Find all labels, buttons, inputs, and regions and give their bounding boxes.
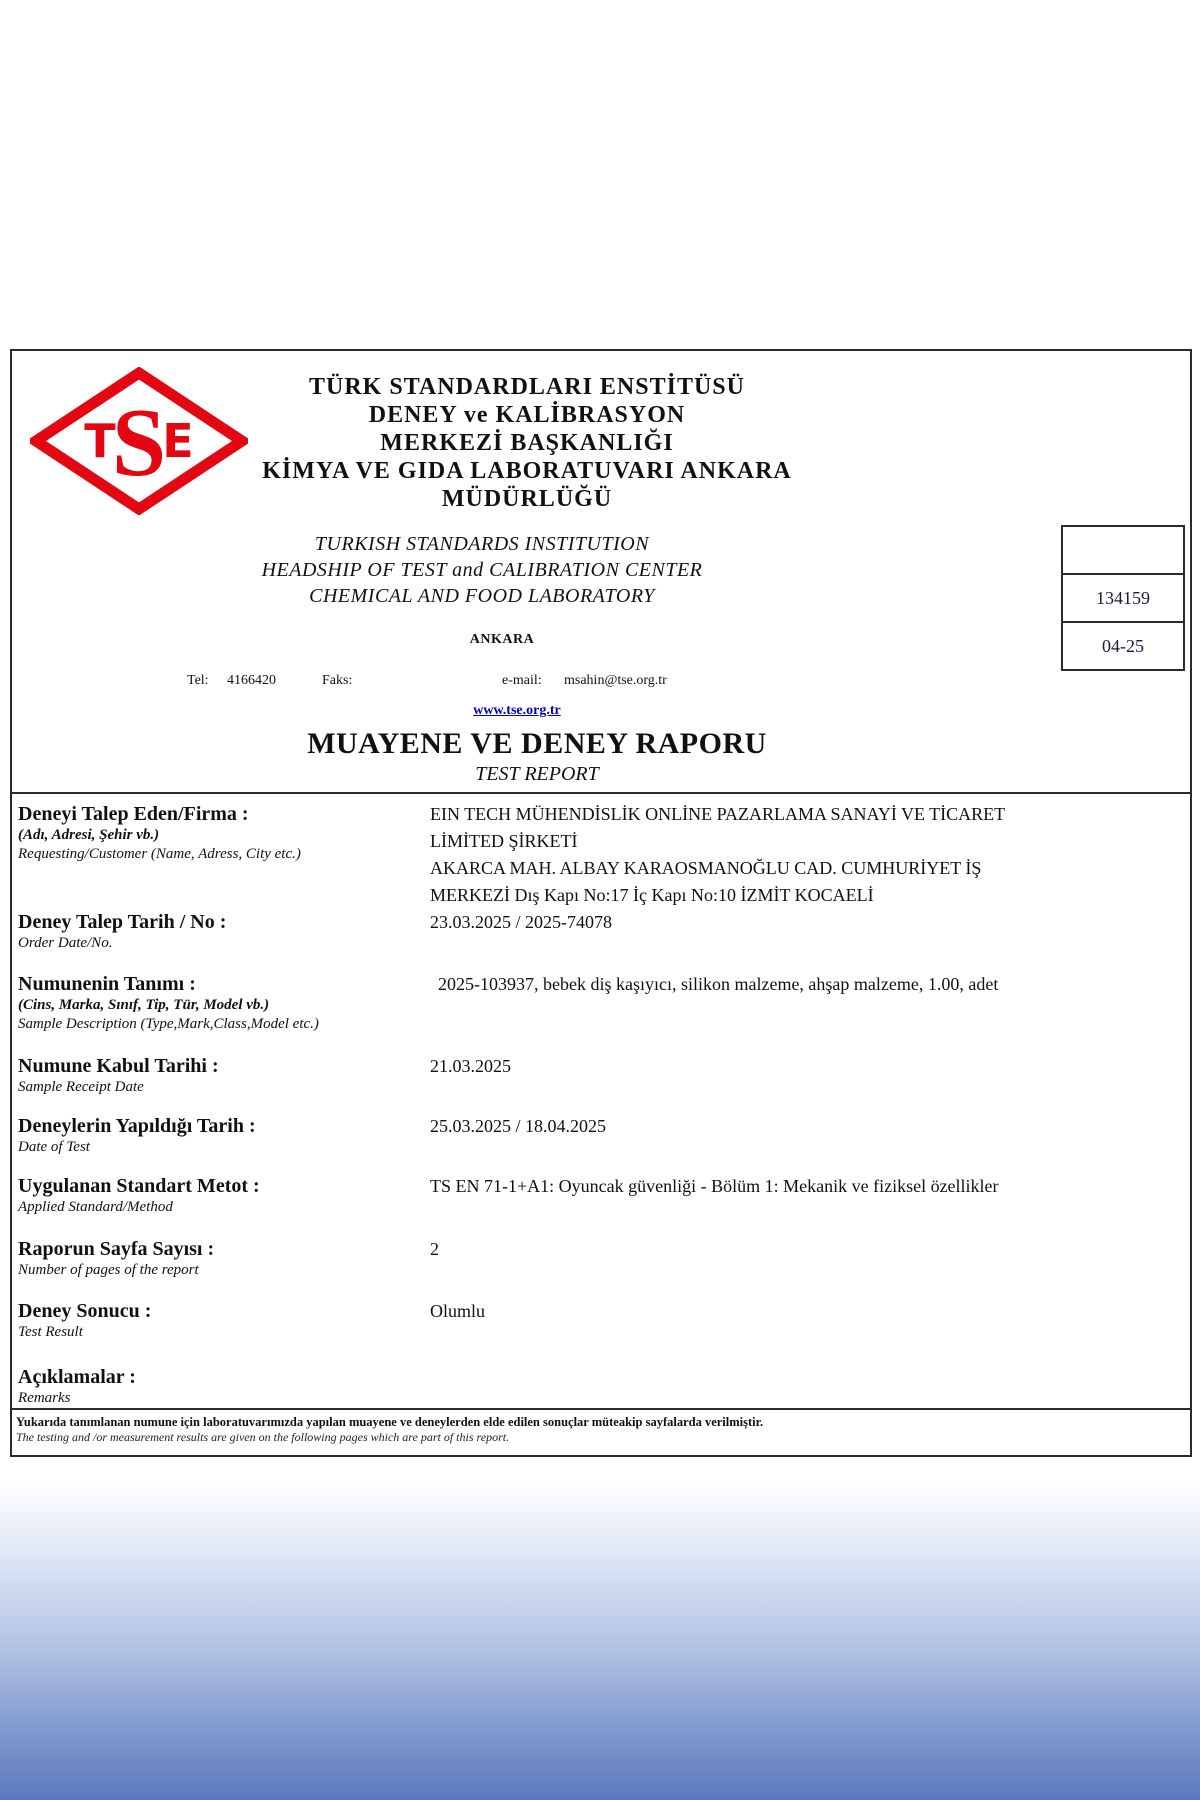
field-label: Numunenin Tanımı : <box>18 973 196 995</box>
field-label-sample-receipt-date <box>18 1054 426 1097</box>
field-label-order-date <box>18 910 426 953</box>
field-value-requesting <box>430 801 1190 909</box>
field-label-sample-description <box>18 972 426 1034</box>
customer-address-line: MERKEZİ Dış Kapı No:17 İç Kapı No:10 İZMİT KOCAELİ <box>430 885 874 905</box>
field-label-remarks <box>18 1365 426 1408</box>
report-number: 134159 <box>1063 573 1183 621</box>
footer-note-turkish: Yukarıda tanımlanan numune için laboratuvarımızda yapılan muayene ve deneylerden elde edilen sonuçlar müteakip sayfalarda verilmiştir. <box>16 1415 764 1429</box>
org-line-en: TURKISH STANDARDS INSTITUTION <box>314 533 650 555</box>
city-label: ANKARA <box>469 632 535 647</box>
field-label-requesting <box>18 802 426 864</box>
field-sublabel-en: Requesting/Customer (Name, Adress, City etc.) <box>18 846 301 862</box>
field-label: Açıklamalar : <box>18 1366 136 1388</box>
field-sublabel-en: Date of Test <box>18 1139 90 1155</box>
org-line: TÜRK STANDARDLARI ENSTİTÜSÜ <box>309 374 745 400</box>
field-label: Deneylerin Yapıldığı Tarih : <box>18 1115 256 1137</box>
field-label: Deneyi Talep Eden/Firma : <box>18 803 249 825</box>
reference-cell-empty <box>1063 527 1183 573</box>
applied-standard-value: TS EN 71-1+A1: Oyuncak güvenliği - Bölüm 1: Mekanik ve fiziksel özellikler <box>430 1176 999 1196</box>
org-name-english <box>12 531 952 609</box>
field-label: Raporun Sayfa Sayısı : <box>18 1238 215 1260</box>
order-date-no-value: 23.03.2025 / 2025-74078 <box>430 912 612 932</box>
test-result-value: Olumlu <box>430 1301 486 1321</box>
tse-logo-letter-s: S <box>111 389 167 497</box>
email-value: msahin@tse.org.tr <box>564 673 667 688</box>
field-label: Numune Kabul Tarihi : <box>18 1055 219 1077</box>
footer-note <box>10 1408 1190 1458</box>
report-period: 04-25 <box>1063 621 1183 669</box>
report-title: MUAYENE VE DENEY RAPORU <box>307 727 767 760</box>
field-label: Deney Sonucu : <box>18 1300 152 1322</box>
field-label-date-of-test <box>18 1114 426 1157</box>
report-subtitle: TEST REPORT <box>475 763 599 785</box>
field-sublabel-en: Remarks <box>18 1390 71 1406</box>
field-label-test-result <box>18 1299 426 1342</box>
field-label: Uygulanan Standart Metot : <box>18 1175 260 1197</box>
footer-note-english: The testing and /or measurement results are given on the following pages which are part of this report. <box>16 1430 510 1444</box>
customer-name-line: LİMİTED ŞİRKETİ <box>430 831 578 851</box>
field-sublabel-en: Sample Receipt Date <box>18 1079 144 1095</box>
bottom-gradient-backdrop <box>0 1478 1200 1800</box>
report-document <box>10 349 1192 1457</box>
org-line-en: CHEMICAL AND FOOD LABORATORY <box>309 585 655 607</box>
field-label: Deney Talep Tarih / No : <box>18 911 227 933</box>
field-sublabel-en: Test Result <box>18 1324 83 1340</box>
org-line: DENEY ve KALİBRASYON <box>368 402 686 428</box>
tse-logo-letter-e: E <box>162 414 194 468</box>
org-name-turkish <box>12 373 1042 513</box>
date-of-test-value: 25.03.2025 / 18.04.2025 <box>430 1116 607 1136</box>
customer-name-line: EIN TECH MÜHENDİSLİK ONLİNE PAZARLAMA SANAYİ VE TİCARET <box>430 804 1006 824</box>
field-sublabel-en: Order Date/No. <box>18 935 113 951</box>
header-divider <box>10 792 1192 794</box>
sample-description-value: 2025-103937, bebek diş kaşıyıcı, silikon malzeme, ahşap malzeme, 1.00, adet <box>438 974 999 994</box>
email-label: e-mail: <box>502 673 542 688</box>
field-sublabel-en: Sample Description (Type,Mark,Class,Model etc.) <box>18 1016 319 1032</box>
org-line: MERKEZİ BAŞKANLIĞI <box>380 430 674 456</box>
org-line-en: HEADSHIP OF TEST and CALIBRATION CENTER <box>261 559 703 581</box>
field-label-applied-standard <box>18 1174 426 1217</box>
field-sublabel-tr: (Cins, Marka, Sınıf, Tip, Tür, Model vb.) <box>18 997 270 1013</box>
field-sublabel-en: Number of pages of the report <box>18 1262 199 1278</box>
tse-logo-letter-t: T <box>84 414 116 468</box>
org-line: KİMYA VE GIDA LABORATUVARI ANKARA <box>262 458 792 484</box>
reference-box <box>1061 525 1185 671</box>
faks-label: Faks: <box>322 673 353 688</box>
field-sublabel-en: Applied Standard/Method <box>18 1199 173 1215</box>
field-sublabel-tr: (Adı, Adresi, Şehir vb.) <box>18 827 160 843</box>
customer-address-line: AKARCA MAH. ALBAY KARAOSMANOĞLU CAD. CUMHURİYET İŞ <box>430 858 982 878</box>
website-link[interactable]: www.tse.org.tr <box>473 703 561 718</box>
page-count-value: 2 <box>430 1239 439 1259</box>
tel-label: Tel: <box>187 673 209 688</box>
org-line: MÜDÜRLÜĞÜ <box>441 486 613 512</box>
tel-value: 4166420 <box>227 673 276 688</box>
field-label-page-count <box>18 1237 426 1280</box>
sample-receipt-date-value: 21.03.2025 <box>430 1056 511 1076</box>
